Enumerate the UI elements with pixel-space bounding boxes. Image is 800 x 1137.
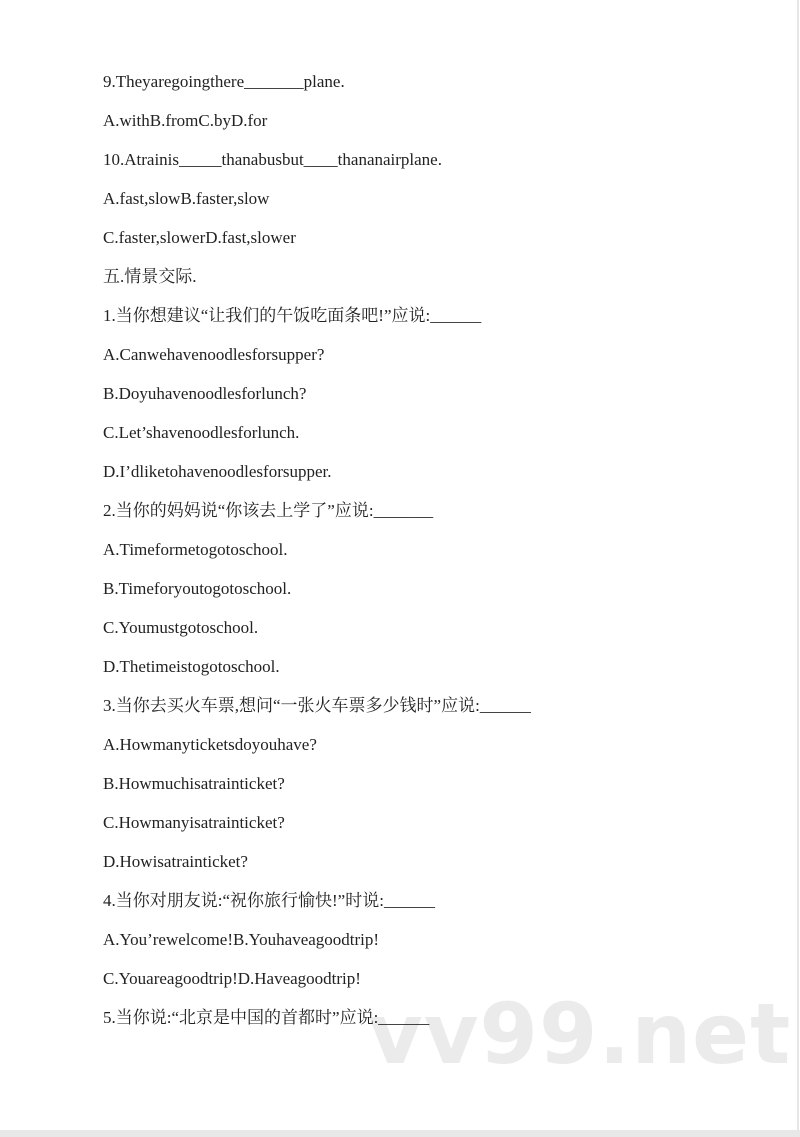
text-line: B.Howmuchisatrainticket? — [103, 774, 285, 793]
document-text — [103, 66, 800, 1041]
text-line: 9.Theyaregoingthere_______plane. — [103, 72, 345, 91]
text-line: 3.当你去买火车票,想问“一张火车票多少钱时”应说:______ — [103, 696, 531, 715]
text-line: 10.Atrainis_____thanabusbut____thananairplane. — [103, 150, 442, 169]
text-line: A.You’rewelcome!B.Youhaveagoodtrip! — [103, 930, 380, 949]
page-bottom-edge — [0, 1130, 800, 1137]
text-line: 五.情景交际. — [103, 267, 197, 286]
text-line: A.Timeformetogotoschool. — [103, 540, 288, 559]
text-line: 4.当你对朋友说:“祝你旅行愉快!”时说:______ — [103, 891, 435, 910]
text-line: B.Timeforyoutogotoschool. — [103, 579, 292, 598]
text-line: C.Howmanyisatrainticket? — [103, 813, 285, 832]
text-line: A.Howmanyticketsdoyouhave? — [103, 735, 317, 754]
text-line: C.faster,slowerD.fast,slower — [103, 228, 296, 247]
text-line: B.Doyuhavenoodlesforlunch? — [103, 384, 307, 403]
text-line: D.Thetimeistogotoschool. — [103, 657, 280, 676]
text-line: 2.当你的妈妈说“你该去上学了”应说:_______ — [103, 501, 434, 520]
text-line: D.I’dliketohavenoodlesforsupper. — [103, 462, 332, 481]
text-line: C.Youareagoodtrip!D.Haveagoodtrip! — [103, 969, 361, 988]
text-line: C.Let’shavenoodlesforlunch. — [103, 423, 300, 442]
watermark: vv99.net — [368, 985, 792, 1083]
text-line: C.Youmustgotoschool. — [103, 618, 259, 637]
text-line: D.Howisatrainticket? — [103, 852, 248, 871]
text-line: A.Canwehavenoodlesforsupper? — [103, 345, 325, 364]
text-line: A.fast,slowB.faster,slow — [103, 189, 270, 208]
text-line: A.withB.fromC.byD.for — [103, 111, 268, 130]
text-line: 5.当你说:“北京是中国的首都时”应说:______ — [103, 1008, 430, 1027]
text-line: 1.当你想建议“让我们的午饭吃面条吧!”应说:______ — [103, 306, 482, 325]
